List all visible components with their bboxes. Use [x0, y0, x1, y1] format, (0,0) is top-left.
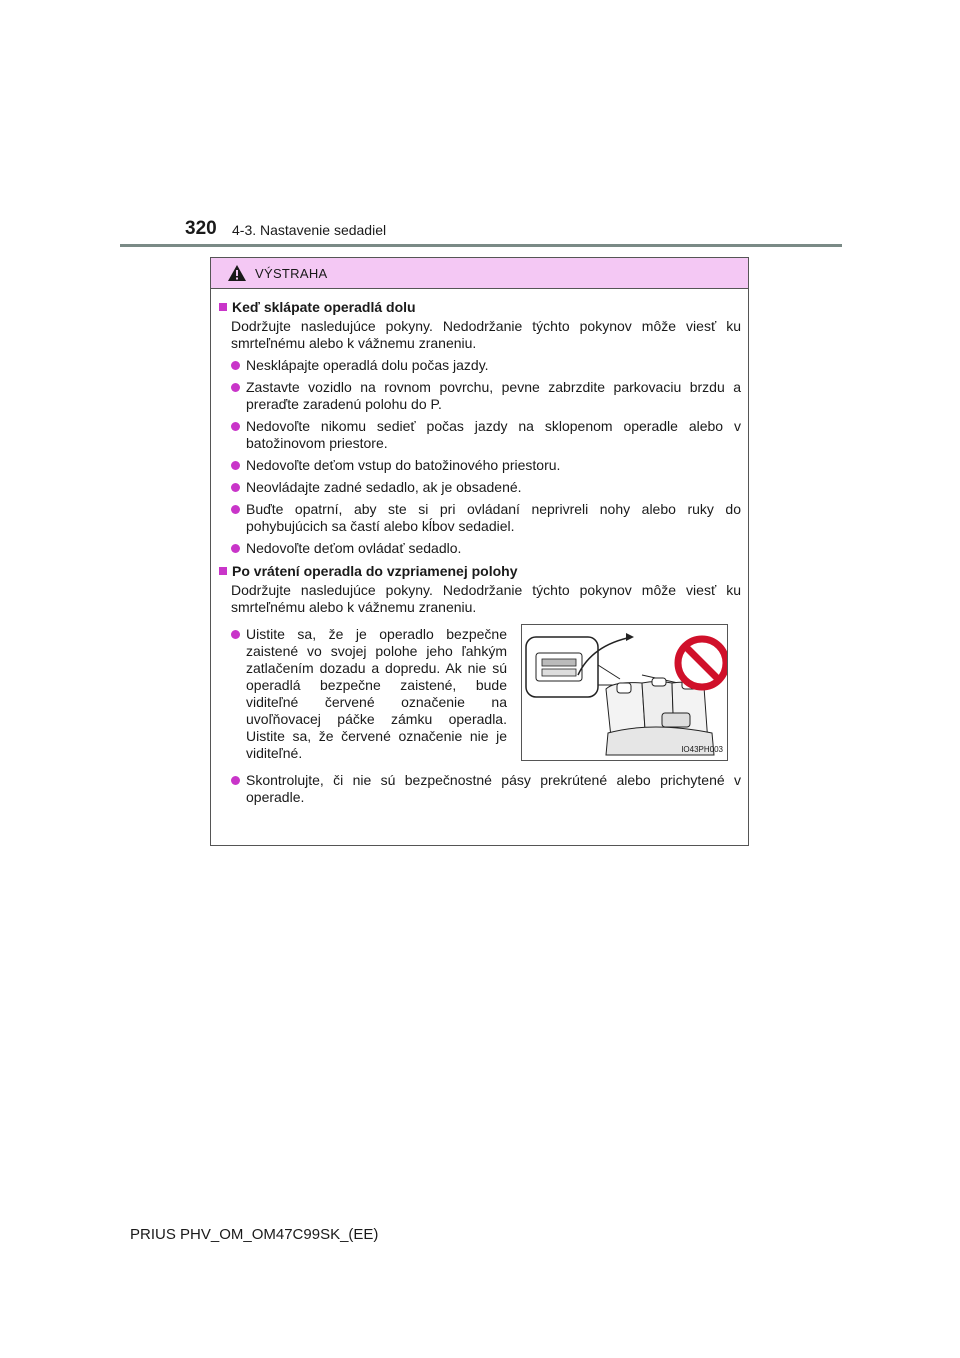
page-number: 320 — [185, 218, 217, 239]
list-item: Nedovoľte nikomu sedieť počas jazdy na sklopenom operadle alebo v batožinovom priestore. — [231, 418, 741, 452]
list-item: Nedovoľte deťom ovládať sedadlo. — [231, 540, 741, 557]
warning-label: VÝSTRAHA — [255, 265, 328, 281]
square-bullet-icon — [219, 567, 227, 575]
figure-code: IO43PH003 — [681, 745, 723, 754]
bullet-dot-icon — [231, 422, 240, 431]
bullet-dot-icon — [231, 383, 240, 392]
header-divider — [120, 244, 842, 247]
seat-illustration — [521, 624, 728, 761]
section-heading: Po vrátení operadla do vzpriamenej polohy — [218, 563, 741, 580]
list-item: Nesklápajte operadlá dolu počas jazdy. — [231, 357, 741, 374]
square-bullet-icon — [219, 303, 227, 311]
bullet-dot-icon — [231, 461, 240, 470]
section-title: 4-3. Nastavenie sedadiel — [232, 222, 387, 238]
warning-box — [210, 257, 749, 846]
section-intro: Dodržujte nasledujúce pokyny. Nedodržanie týchto pokynov môže viesť ku smrteľnému alebo k vážnemu zraneniu. — [231, 582, 741, 615]
bullet-dot-icon — [231, 776, 240, 785]
document-id: PRIUS PHV_OM_OM47C99SK_(EE) — [130, 1226, 379, 1243]
list-item: Skontrolujte, či nie sú bezpečnostné pásy prekrútené alebo prichytené v operadle. — [231, 772, 741, 806]
list-item: Zastavte vozidlo na rovnom povrchu, pevne zabrzdite parkovaciu brzdu a preraďte zaradenú polohu do P. — [231, 379, 741, 413]
list-item: Buďte opatrní, aby ste si pri ovládaní neprivreli nohy alebo ruky do pohybujúcich sa častí alebo kĺbov sedadiel. — [231, 501, 741, 535]
warning-triangle-icon — [227, 264, 247, 282]
list-item: Nedovoľte deťom vstup do batožinového priestoru. — [231, 457, 741, 474]
section-heading: Keď sklápate operadlá dolu — [218, 299, 741, 316]
warning-content — [211, 289, 748, 806]
figure-row — [231, 624, 741, 762]
list-item: Uistite sa, že je operadlo bezpečne zaistené vo svojej polohe jeho ľahkým zatlačením dozadu a dopredu. Ak nie sú operadlá bezpečne zaistené, bude viditeľné červené označenie na uvoľňovacej páčke zámku operadla. Uistite sa, že červené označenie nie je viditeľné. — [231, 626, 507, 762]
list-item: Neovládajte zadné sedadlo, ak je obsadené. — [231, 479, 741, 496]
bullet-dot-icon — [231, 361, 240, 370]
bullet-dot-icon — [231, 483, 240, 492]
rear-seat-illustration — [522, 625, 727, 760]
bullet-dot-icon — [231, 505, 240, 514]
warning-header — [211, 258, 748, 289]
bullet-dot-icon — [231, 630, 240, 639]
section-intro: Dodržujte nasledujúce pokyny. Nedodržanie týchto pokynov môže viesť ku smrteľnému alebo k vážnemu zraneniu. — [231, 318, 741, 351]
bullet-dot-icon — [231, 544, 240, 553]
